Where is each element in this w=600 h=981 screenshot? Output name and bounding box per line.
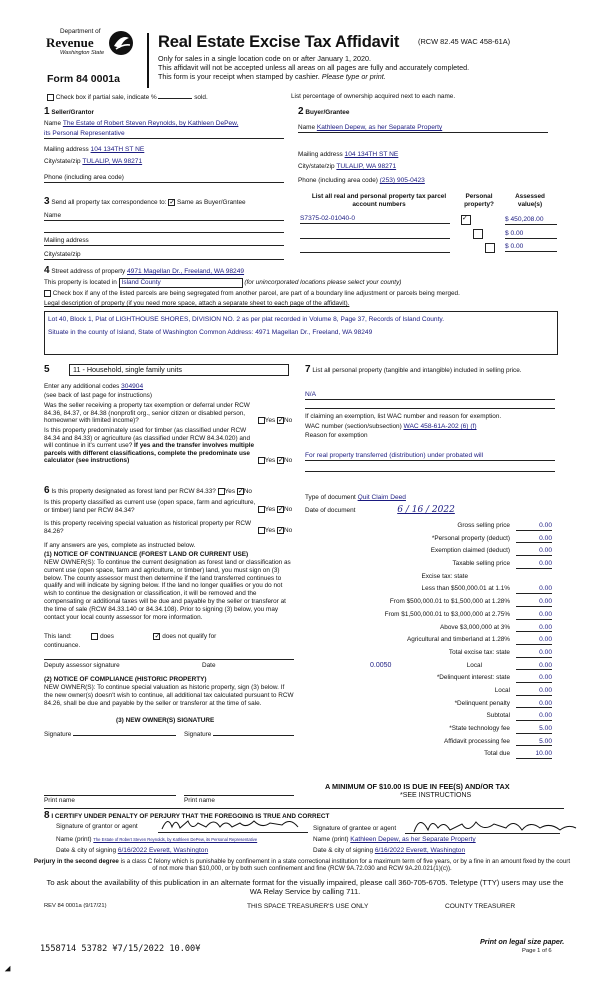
tax-row-value[interactable]: 0.00 — [516, 611, 552, 620]
seller-name-label: Name — [44, 120, 62, 127]
current-use-yes-checkbox[interactable] — [258, 506, 265, 513]
tax-row-value[interactable]: 5.00 — [516, 738, 552, 747]
tax-row — [300, 647, 558, 660]
dept-line1: Department of — [60, 28, 101, 35]
buyer-city-label: City/state/zip — [298, 163, 335, 170]
tax-row-label: Taxable selling price — [452, 560, 510, 568]
buyer-phone-label: Phone (including area code) — [298, 177, 378, 184]
tax-row-label: Gross selling price — [457, 522, 510, 529]
exemption-no-label: No — [284, 417, 293, 425]
current-use-question — [44, 499, 294, 514]
correspondence-city-label: City/state/zip — [44, 251, 81, 258]
header-note3 — [158, 73, 386, 81]
buyer-section: 2 Buyer/Grantee — [298, 106, 350, 117]
historic-no-checkbox[interactable] — [277, 527, 284, 534]
buyer-city-value[interactable]: TULALIP, WA 98271 — [336, 163, 397, 170]
historic-no-label: No — [284, 527, 293, 535]
doc-date-value[interactable]: 6 / 16 / 2022 — [397, 505, 455, 515]
exemption-question-text: Was the seller receiving a property tax exemption or deferral under RCW 84.36, 84.37, or 84.38 (nonprofit org., senior citizen or disabled person, homeowner with limited income)? — [44, 402, 250, 425]
revision-label: REV 84 0001a (9/17/21) — [44, 903, 107, 909]
tax-row — [300, 748, 558, 761]
tax-row — [300, 609, 558, 622]
timber-question-bold: If yes and the transfer involves multiple parcels with different classifications, complete the predominate use calculator (see instructions) — [44, 442, 255, 465]
tax-row-value[interactable]: 0.00 — [516, 636, 552, 645]
grantee-date-label: Date & city of signing — [313, 847, 374, 854]
header-note1: Only for sales in a single location code on or after January 1, 2020. — [158, 54, 371, 63]
seller-phone-label: Phone (including area code) — [44, 174, 124, 181]
forest-yes-checkbox[interactable] — [218, 488, 225, 495]
tax-row — [300, 571, 558, 584]
same-as-buyer-label: Same as Buyer/Grantee — [177, 199, 246, 206]
parcel-col-header: List all real and personal property tax parcel account numbers — [311, 193, 447, 208]
tax-row — [300, 685, 558, 698]
current-use-yes-label: Yes — [264, 506, 276, 514]
tax-row-value[interactable]: 10.00 — [516, 750, 552, 759]
same-as-buyer-checkbox[interactable] — [168, 199, 175, 206]
tax-row-label: Local — [494, 686, 510, 694]
section5-number: 5 — [44, 364, 50, 375]
tax-row-label: Above $3,000,000 at 3% — [440, 623, 510, 631]
form-number: Form 84 0001a — [47, 73, 120, 85]
see-instructions: *SEE INSTRUCTIONS — [400, 792, 472, 799]
timber-yes-checkbox[interactable] — [258, 457, 265, 464]
alternate-format-note: To ask about the availability of this publication in an alternate format for the visually impaired, please call 360-705-6705. Teletype (TTY) users may use the WA Relay Service by calling 711. — [46, 878, 564, 896]
tax-row-label: *State technology fee — [449, 725, 510, 732]
tax-row-label: *Personal property (deduct) — [431, 534, 510, 542]
assessed-value-1[interactable]: $ 450,208.00 — [505, 216, 557, 225]
local-rate-value[interactable]: 0.0050 — [370, 661, 392, 669]
new-owner-sig-label-2: Signature — [184, 731, 212, 738]
tax-row-label: Subtotal — [486, 712, 510, 720]
seller-city-value[interactable]: TULALIP, WA 98271 — [82, 158, 143, 165]
reason-value[interactable]: For real property transferred (distribution) under probated will — [305, 452, 555, 461]
buyer-name-label: Name — [298, 124, 316, 131]
seller-mailing-label: Mailing address — [44, 146, 89, 153]
dor-logo-icon — [108, 30, 134, 56]
tax-row-value[interactable]: 0.00 — [516, 624, 552, 633]
correspondence-label: Send all property tax correspondence to: — [51, 199, 167, 206]
tax-row-value[interactable]: 0.00 — [516, 712, 552, 721]
if-yes-note: If any answers are yes, complete as instructed below. — [44, 542, 196, 549]
current-use-no-label: No — [284, 506, 293, 514]
header-note3-italic: Please type or print. — [321, 72, 386, 81]
correspondence-mailing-label: Mailing address — [44, 237, 89, 244]
tax-row — [300, 710, 558, 723]
tax-row-label: *Delinquent penalty — [454, 699, 510, 707]
buyer-mailing-label: Mailing address — [298, 151, 343, 158]
grantee-signature[interactable] — [410, 812, 580, 838]
notice2-heading: (2) NOTICE OF COMPLIANCE (HISTORIC PROPERTY) — [44, 676, 207, 683]
tax-row — [300, 634, 558, 647]
grantee-print-label: Name (print) — [313, 836, 349, 843]
segregated-checkbox[interactable] — [44, 290, 51, 297]
tax-row-value[interactable]: 0.00 — [516, 649, 552, 658]
legal-desc-line1: Lot 40, Block 1, Plat of LIGHTHOUSE SHORES, DIVISION NO. 2 as per plat recorded in Volume 8, Page 37, Records of Island County. — [48, 316, 445, 323]
use-code-select[interactable]: 11 - Household, single family units — [69, 364, 289, 376]
exemption-yes-label: Yes — [264, 417, 276, 425]
tax-row-label: From $500,000.01 to $1,500,000 at 1.28% — [389, 598, 510, 606]
ownership-note: List percentage of ownership acquired next to each name. — [291, 93, 456, 100]
forest-question: 6 Is this property designated as forest land per RCW 84.33? Yes ✓ No — [44, 485, 294, 497]
timber-question-text: Is this property predominately used for timber (as classified under RCW 84.34 and 84.33) or agriculture (as classified under RCW 84.34.020) and will continue in it's current use? — [44, 427, 251, 450]
treasurer-use-label: THIS SPACE TREASURER'S USE ONLY — [247, 903, 369, 910]
partial-sale-checkbox[interactable] — [47, 94, 54, 101]
local-label: Local — [466, 661, 482, 669]
grantor-print-value[interactable]: The Estate of Robert Steven Reynolds, by Kathleen DePew, its Personal Representative — [93, 837, 258, 842]
seller-phone-row — [44, 174, 284, 183]
buyer-city-row — [298, 163, 548, 171]
personal-property-blank[interactable] — [305, 408, 555, 409]
tax-row-value[interactable]: 0.00 — [516, 535, 552, 544]
deputy-signature-label: Deputy assessor signature — [44, 662, 120, 669]
addl-codes-label: Enter any additional codes — [44, 383, 120, 390]
personal-prop-checkbox-1[interactable] — [461, 215, 471, 225]
correspondence-name-label: Name — [44, 212, 62, 219]
assessed-value-3[interactable]: $ 0.00 — [505, 243, 557, 252]
tax-row-value[interactable]: 0.00 — [516, 700, 552, 709]
tax-row-value[interactable]: 0.00 — [516, 585, 552, 594]
dept-line2: Revenue — [46, 35, 94, 50]
tax-row-label: Exemption claimed (deduct) — [430, 547, 510, 555]
tax-row-value[interactable]: 0.00 — [516, 522, 552, 531]
timber-question — [44, 427, 294, 465]
tax-row — [300, 558, 558, 571]
tax-table — [300, 520, 558, 761]
tax-row-label: Excise tax: state — [421, 572, 468, 580]
timber-no-checkbox[interactable] — [277, 457, 284, 464]
tax-row — [300, 533, 558, 546]
correspondence-mailing-row — [44, 237, 284, 246]
grantor-print-label: Name (print) — [56, 836, 92, 843]
buyer-name-value[interactable]: Kathleen Depew, as her Separate Property — [316, 124, 443, 131]
tax-row-label: From $1,500,000.01 to $3,000,000 at 2.75% — [384, 610, 510, 618]
notice2-text: NEW OWNER(S): To continue special valuation as historic property, sign (3) below. If the new owner(s) doesn't wish to continue, all additional tax calculated pursuant to RCW 84.26, shall be due and payable by the seller or transferor at the time of sale. — [44, 684, 294, 707]
buyer-phone-row — [298, 177, 548, 185]
tax-row-value[interactable]: 0.00 — [516, 547, 552, 556]
tax-row-value[interactable]: 5.00 — [516, 725, 552, 734]
doc-date-label: Date of document — [305, 507, 356, 514]
grantor-signature-label: Signature of grantor or agent — [56, 823, 138, 830]
corner-mark — [5, 966, 13, 974]
tax-row-label: Less than $500,000.01 at 1.1% — [421, 585, 510, 593]
grantee-print-value[interactable]: Kathleen Depew, as her Separate Property — [350, 836, 476, 843]
tax-row-label: Affidavit processing fee — [444, 737, 510, 745]
tax-row-value[interactable]: 0.00 — [516, 687, 552, 696]
tax-rows-2 — [300, 672, 558, 761]
grantor-signature-line — [158, 832, 308, 833]
tax-row-value[interactable]: 0.00 — [516, 560, 552, 569]
does-qualify-label: does — [100, 633, 114, 641]
grantee-signature-label: Signature of grantee or agent — [313, 825, 397, 832]
county-treasurer-label: COUNTY TREASURER — [445, 903, 516, 910]
grantor-print-row — [56, 836, 311, 844]
grantee-signature-line — [405, 833, 560, 834]
parcel-number-2[interactable] — [300, 238, 450, 239]
correspondence-blank-line[interactable] — [44, 232, 284, 233]
partial-sold-label: sold. — [194, 94, 208, 102]
tax-row-label: Agricultural and timberland at 1.28% — [406, 636, 510, 644]
recording-stamp: 1558714 53782 ¥7/15/2022 10.00¥ — [40, 944, 201, 954]
perjury-text: is a class C felony which is punishable by confinement in a state correctional institution for a maximum term of five years, or by a fine in an amount fixed by the court of not more than $10,000, or by both such confinement and fine (RCW 9A.72.030 and RCW 9A.20.021(1)(c)). — [118, 858, 571, 873]
tax-row-value[interactable]: 0.00 — [516, 674, 552, 683]
continuance-label: continuance. — [44, 642, 81, 649]
historic-question-text: Is this property receiving special valuation as historical property per RCW 84.26? — [44, 520, 252, 535]
legal-desc-box[interactable] — [44, 311, 558, 355]
tax-row-label: Total excise tax: state — [448, 648, 510, 656]
new-owner-print-line-1[interactable] — [44, 795, 176, 796]
addl-codes-note: (see back of last page for instructions) — [44, 392, 152, 399]
personal-property-value[interactable]: N/A — [305, 391, 555, 400]
grantee-date-row — [313, 847, 563, 855]
personal-prop-checkbox-2[interactable] — [473, 229, 483, 239]
does-not-qualify-label: does not qualify for — [162, 633, 217, 641]
seller-name-line2[interactable]: its Personal Representative — [44, 130, 284, 139]
page-number: Page 1 of 6 — [522, 948, 552, 954]
assessed-col-header: Assessed value(s) — [515, 193, 545, 208]
notice1-text: NEW OWNER(S): To continue the current designation as forest land or classification as current use (open space, farm and agriculture, or timber) land, you must sign on (3) below. The county assessor must then determine if the land transferred continues to qualify and will indicate by signing below. If the land no longer qualifies or you do not wish to continue the designation or classification, it will be removed and the compensating or additional taxes will be due and payable by the seller or transferor at the time of sale (RCW 84.33.140 or 84.34.108). Prior to signing (3) below, you may contact your local county assessor for more information. — [44, 559, 291, 621]
wac-value[interactable]: WAC 458-61A-202 (6) (f) — [403, 423, 477, 430]
tax-row — [300, 736, 558, 749]
tax-row — [300, 596, 558, 609]
buyer-phone-value[interactable]: (253) 905-0423 — [379, 177, 425, 184]
grantor-date-label: Date & city of signing — [56, 847, 117, 854]
seller-name-row — [44, 120, 284, 128]
perjury-note — [32, 858, 572, 873]
buyer-name-row — [298, 124, 548, 133]
timber-yes-label: Yes — [264, 457, 276, 465]
doc-type-row — [305, 494, 555, 502]
forest-question-text: Is this property designated as forest land per RCW 84.33? — [51, 488, 216, 495]
seller-mailing-value[interactable]: 104 134TH ST NE — [90, 146, 145, 153]
deputy-signature-line[interactable] — [44, 659, 294, 660]
timber-no-label: No — [284, 457, 293, 465]
dor-logo — [38, 28, 128, 74]
tax-row-value[interactable]: 0.00 — [516, 598, 552, 607]
historic-yes-checkbox[interactable] — [258, 527, 265, 534]
minimum-note: A MINIMUM OF $10.00 IS DUE IN FEE(S) AND/OR TAX — [325, 782, 510, 791]
does-not-qualify-checkbox[interactable] — [153, 633, 160, 640]
located-label: This property is located in — [44, 279, 117, 286]
unincorp-note: (for unincorporated locations please select your county) — [244, 279, 402, 286]
header-divider — [147, 33, 149, 88]
buyer-mailing-value[interactable]: 104 134TH ST NE — [344, 151, 399, 158]
street-address-value[interactable]: 4971 Magellan Dr., Freeland, WA 98249 — [127, 268, 245, 275]
personal-property-row: 7 List all personal property (tangible and intangible) included in selling price. — [305, 364, 522, 375]
wac-row — [305, 423, 555, 431]
exemption-yes-checkbox[interactable] — [258, 417, 265, 424]
personal-prop-checkbox-3[interactable] — [485, 243, 495, 253]
reason-label: Reason for exemption — [305, 432, 368, 439]
tax-local-row — [300, 660, 558, 673]
seller-heading: Seller/Grantor — [51, 109, 94, 116]
exemption-note: If claiming an exemption, list WAC number and reason for exemption. — [305, 413, 502, 420]
tax-row-label: Total due — [484, 750, 510, 758]
tax-row — [300, 723, 558, 736]
assessed-value-2[interactable]: $ 0.00 — [505, 230, 557, 239]
new-owner-sig-label-1: Signature — [44, 731, 72, 738]
form-rcw: (RCW 82.45 WAC 458-61A) — [418, 37, 511, 46]
forest-yes-label: Yes — [224, 488, 236, 495]
legal-desc-line2: Situate in the county of Island, State of Washington Common Address: 4971 Magellan Dr., Freeland, WA 98249 — [48, 328, 373, 336]
tax-row — [300, 698, 558, 711]
new-owner-print-label-1: Print name — [44, 797, 75, 804]
current-use-no-checkbox[interactable] — [277, 506, 284, 513]
seller-city-row — [44, 158, 284, 166]
seller-section: 1 Seller/Grantor — [44, 106, 94, 117]
located-row — [44, 278, 564, 288]
grantee-print-row — [313, 836, 563, 844]
reason-blank[interactable] — [305, 471, 555, 472]
historic-yes-label: Yes — [264, 527, 276, 535]
buyer-heading: Buyer/Grantee — [305, 109, 350, 116]
partial-sale — [47, 94, 208, 102]
correspondence-city-row — [44, 251, 284, 260]
doc-type-label: Type of document — [305, 494, 356, 501]
parcel-number-1[interactable]: S7375-02-01040-0 — [300, 215, 450, 224]
street-address-label: Street address of property — [51, 268, 126, 275]
tax-row — [300, 583, 558, 596]
exemption-no-checkbox[interactable] — [277, 417, 284, 424]
addl-codes-value[interactable]: 304904 — [121, 383, 144, 390]
personal-property-label: List all personal property (tangible and intangible) included in selling price. — [312, 367, 522, 374]
local-value[interactable]: 0.00 — [516, 662, 552, 671]
certify-text: I CERTIFY UNDER PENALTY OF PERJURY THAT THE FOREGOING IS TRUE AND CORRECT — [51, 813, 330, 820]
county-select[interactable]: Island County — [119, 278, 243, 288]
grantee-date-value[interactable]: 6/16/2022 Everett, Washington — [374, 847, 466, 854]
legal-desc-label: Legal description of property (if you need more space, attach a separate sheet to each page of the affidavit). — [44, 300, 350, 307]
grantor-date-row — [56, 847, 311, 855]
correspondence-name-row — [44, 212, 284, 221]
new-owner-print-label-2: Print name — [184, 797, 215, 804]
new-owner-signature-heading: (3) NEW OWNER(S) SIGNATURE — [116, 717, 215, 724]
does-qualify-checkbox[interactable] — [91, 633, 98, 640]
current-use-question-text: Is this property classified as current use (open space, farm and agriculture, or timber) land per RCW 84.34? — [44, 499, 256, 514]
street-address-row: 4 Street address of property 4971 Magellan Dr., Freeland, WA 98249 — [44, 265, 245, 276]
tax-row — [300, 622, 558, 635]
header-note2: This affidavit will not be accepted unless all areas on all pages are fully and accurately completed. — [158, 63, 470, 72]
header-note3-text: This form is your receipt when stamped by cashier. — [158, 72, 320, 81]
tax-row — [300, 672, 558, 685]
historic-question — [44, 520, 294, 535]
this-land-label: This land: — [44, 633, 72, 641]
wac-label: WAC number (section/subsection) — [305, 423, 402, 430]
dept-line3: Washington State — [60, 50, 105, 56]
segregated-label: Check box if any of the listed parcels are being segregated from another parcel, are part of a boundary line adjustment or parcels being merged. — [52, 290, 460, 298]
correspondence-row: 3 Send all property tax correspondence to: ✓ Same as Buyer/Grantee — [44, 196, 294, 208]
tax-row — [300, 545, 558, 558]
parcel-number-3[interactable] — [300, 252, 450, 253]
notice1-heading: (1) NOTICE OF CONTINUANCE (FOREST LAND OR CURRENT USE) — [44, 551, 249, 558]
form-title: Real Estate Excise Tax Affidavit — [158, 33, 400, 51]
doc-type-value[interactable]: Quit Claim Deed — [357, 494, 406, 501]
tax-rows — [300, 520, 558, 660]
personal-prop-col-header: Personal property? — [464, 193, 494, 208]
deputy-date-label: Date — [202, 662, 216, 669]
perjury-bold: Perjury in the second degree — [33, 858, 119, 865]
grantor-date-value[interactable]: 6/16/2022 Everett, Washington — [117, 847, 209, 854]
seller-name-value[interactable]: The Estate of Robert Steven Reynolds, by Kathleen DePew, — [62, 120, 239, 127]
seller-mailing-row — [44, 146, 284, 154]
addl-codes-row — [44, 383, 284, 391]
buyer-mailing-row — [298, 151, 548, 159]
segregated-row — [44, 290, 574, 298]
tax-row — [300, 520, 558, 533]
exemption-question — [44, 402, 294, 425]
certify-row: 8 I CERTIFY UNDER PENALTY OF PERJURY THAT THE FOREGOING IS TRUE AND CORRECT — [44, 808, 564, 822]
new-owner-print-line-2[interactable] — [184, 795, 294, 796]
legal-paper-note: Print on legal size paper. — [480, 937, 565, 946]
partial-sale-label: Check box if partial sale, indicate % — [55, 94, 157, 102]
forest-no-label: No — [243, 488, 252, 495]
doc-date-row — [305, 505, 555, 516]
partial-percent-field[interactable] — [158, 98, 192, 99]
tax-row-label: *Delinquent interest: state — [436, 674, 510, 682]
seller-city-label: City/state/zip — [44, 158, 81, 165]
this-land-row — [44, 633, 294, 641]
forest-no-checkbox[interactable] — [237, 488, 244, 495]
